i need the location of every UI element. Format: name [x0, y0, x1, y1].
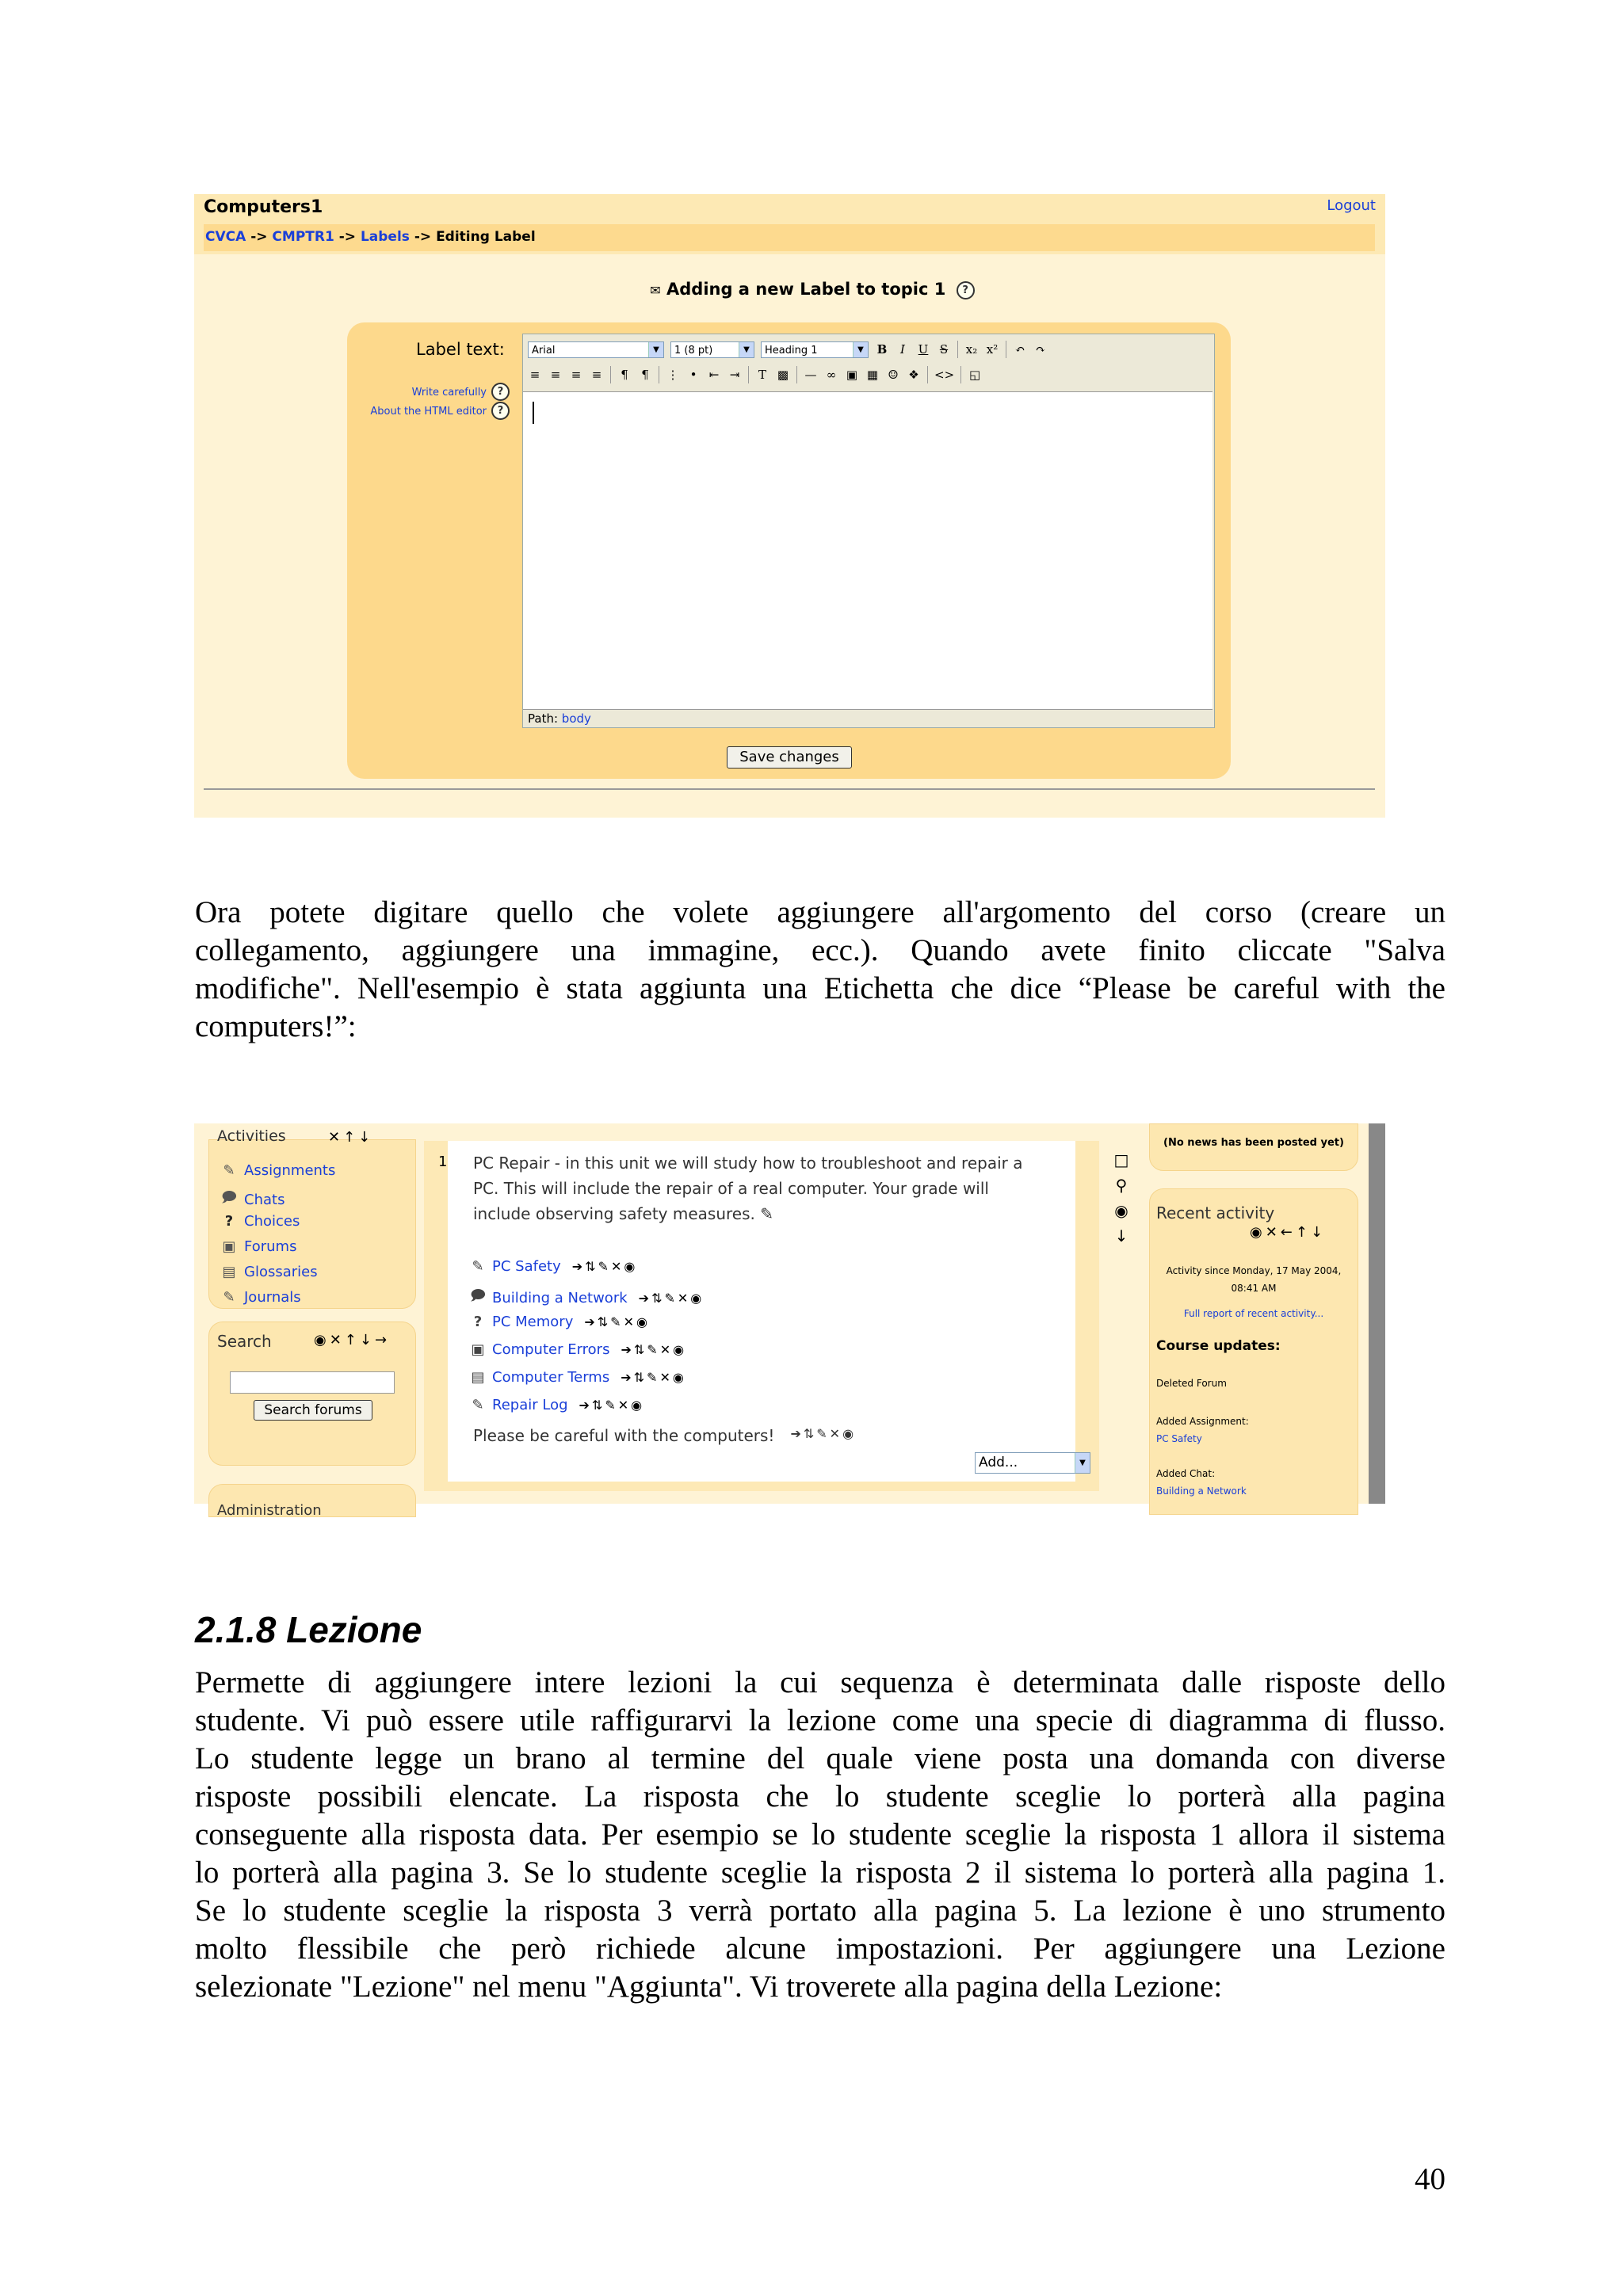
- recent-activity-block: [1149, 1188, 1358, 1515]
- search-block: [208, 1322, 416, 1466]
- resource-pc-safety[interactable]: ✎ PC Safety ➔⇅✎✕◉: [470, 1258, 637, 1275]
- ordered-list-icon[interactable]: ⋮: [666, 368, 679, 382]
- resource-actions[interactable]: ➔⇅✎✕◉: [638, 1290, 705, 1306]
- insert-file-icon[interactable]: ❖: [908, 368, 919, 382]
- resource-actions[interactable]: ➔⇅✎✕◉: [621, 1342, 687, 1357]
- link-icon[interactable]: ∞: [826, 368, 837, 382]
- editor-toolbar-row-2: [523, 363, 982, 387]
- block-controls[interactable]: ✕↑↓: [328, 1129, 374, 1146]
- indent-icon[interactable]: ⇥: [729, 368, 740, 382]
- text-caret: [533, 402, 534, 424]
- italic-icon[interactable]: I: [900, 342, 905, 357]
- resource-actions[interactable]: ➔⇅✎✕◉: [571, 1259, 638, 1274]
- align-left-icon[interactable]: ≡: [529, 368, 540, 382]
- breadcrumb-labels[interactable]: Labels: [360, 229, 410, 245]
- help-icon[interactable]: ?: [491, 383, 510, 401]
- resource-actions[interactable]: ➔⇅✎✕◉: [584, 1314, 650, 1329]
- paragraph-lesson: Permette di aggiungere intere lezioni la cui sequenza è determinata dalle risposte dello studente. Vi può essere utile raffigurarvi la lezione come una specie di diagramma di flusso. Lo studente legge un brano al termine del quale viene posta una domanda con diverse risposte possibili elencate. La risposta che lo studente sceglie lo porterà alla pagina conseguente alla risposta data. Per esempio se lo studente sceglie la risposta 1 allora il sistema lo porterà alla pagina 3. Se lo studente sceglie la risposta 2 il sistema lo porterà alla pagina 1. Se lo studente sceglie la risposta 3 verrà portato alla pagina 5. La lezione è uno strumento molto flessibile che però richiede alcune impostazioni. Per aggiungere una Lezione selezionate "Lezione" nel menu "Aggiunta". Vi troverete alla pagina della Lezione:: [195, 1665, 1445, 2004]
- update-added-chat: Added Chat: Building a Network: [1156, 1465, 1247, 1500]
- resource-actions[interactable]: ➔⇅✎✕◉: [579, 1398, 645, 1413]
- chat-icon: 🗩: [221, 1189, 237, 1206]
- assignment-icon: ✎: [223, 1162, 235, 1179]
- help-icon[interactable]: ?: [491, 402, 510, 420]
- path-body-link[interactable]: body: [561, 711, 591, 726]
- administration-block: [208, 1484, 416, 1517]
- editor-toolbar-row-1: [523, 338, 1048, 361]
- label-text-caption: Label text:: [416, 340, 505, 359]
- search-header: Search: [217, 1332, 272, 1351]
- move-down-icon[interactable]: ↓: [1114, 1226, 1128, 1245]
- html-editor-link[interactable]: About the HTML editor: [370, 406, 487, 418]
- save-changes-button[interactable]: Save changes: [727, 746, 852, 769]
- activity-forums[interactable]: ▣ Forums: [220, 1238, 296, 1255]
- redo-icon[interactable]: ↷: [1035, 342, 1046, 357]
- editing-label-screenshot: [194, 194, 1385, 818]
- activities-header: Activities: [217, 1127, 286, 1145]
- journal-icon: ✎: [472, 1397, 484, 1413]
- unordered-list-icon[interactable]: •: [689, 368, 697, 382]
- update-link-pc-safety[interactable]: PC Safety: [1156, 1433, 1202, 1444]
- forum-icon: ▣: [471, 1341, 485, 1358]
- show-hide-icon[interactable]: ◉: [1114, 1201, 1128, 1220]
- resource-icon: ✎: [472, 1258, 484, 1275]
- size-select[interactable]: 1 (8 pt) ▼: [670, 341, 754, 358]
- toolbar-separator: [796, 366, 797, 383]
- activity-choices[interactable]: ? Choices: [220, 1213, 300, 1230]
- align-right-icon[interactable]: ≡: [571, 368, 582, 382]
- smiley-icon[interactable]: ☺: [888, 368, 899, 382]
- scrollbar[interactable]: [1369, 1123, 1385, 1504]
- toolbar-separator: [748, 366, 749, 383]
- label-actions[interactable]: ➔⇅✎✕◉: [790, 1426, 857, 1441]
- resource-pc-memory[interactable]: ? PC Memory ➔⇅✎✕◉: [470, 1314, 650, 1330]
- activity-since: Activity since Monday, 17 May 2004, 08:41 AM: [1166, 1265, 1342, 1294]
- breadcrumb-cvca[interactable]: CVCA: [205, 229, 246, 245]
- course-updates-header: Course updates:: [1156, 1338, 1281, 1354]
- horizontal-rule-icon[interactable]: —: [804, 368, 817, 382]
- site-name: Computers1: [204, 197, 323, 217]
- font-select[interactable]: Arial ▼: [528, 341, 664, 358]
- add-activity-select[interactable]: Add... ▼: [975, 1452, 1090, 1474]
- forum-icon: ▣: [222, 1238, 236, 1255]
- breadcrumb-cmptr1[interactable]: CMPTR1: [272, 229, 334, 245]
- block-controls[interactable]: ◉✕↑↓→: [314, 1332, 391, 1348]
- bold-icon[interactable]: B: [876, 342, 888, 357]
- undo-icon[interactable]: ↶: [1014, 342, 1025, 357]
- full-report-link[interactable]: Full report of recent activity...: [1183, 1308, 1324, 1319]
- news-text: (No news has been posted yet): [1163, 1137, 1344, 1149]
- format-select[interactable]: Heading 1 ▼: [761, 341, 869, 358]
- toolbar-separator: [610, 366, 611, 383]
- align-center-icon[interactable]: ≡: [550, 368, 561, 382]
- chat-icon: 🗩: [470, 1287, 486, 1304]
- justify-icon[interactable]: ≡: [591, 368, 602, 382]
- activity-glossaries[interactable]: ▤ Glossaries: [220, 1264, 318, 1280]
- breadcrumb-current: Editing Label: [436, 229, 536, 245]
- activity-assignments[interactable]: ✎ Assignments: [220, 1162, 335, 1179]
- ltr-icon[interactable]: ¶: [621, 368, 628, 382]
- section-title: 2.1.8 Lezione: [195, 1609, 422, 1650]
- glossary-icon: ▤: [222, 1264, 236, 1280]
- image-icon[interactable]: ▣: [846, 368, 858, 382]
- glossary-icon: ▤: [471, 1369, 485, 1386]
- html-source-icon[interactable]: <>: [934, 368, 955, 382]
- fullscreen-icon[interactable]: ◱: [969, 368, 981, 382]
- paragraph-intro: Ora potete digitare quello che volete aggiungere all'argomento del corso (creare un collegamento, aggiungere una immagine, ecc.). Quando avete finito cliccate "Salva modifiche". Nell'esempio è stata aggiunta una Etichetta che dice “Please be careful with the computers!”:: [195, 895, 1445, 1043]
- underline-icon[interactable]: U: [918, 342, 929, 357]
- html-editor: [522, 334, 1215, 728]
- update-deleted-forum: Deleted Forum: [1156, 1378, 1227, 1389]
- activity-journals[interactable]: ✎ Journals: [220, 1289, 301, 1306]
- resource-computer-terms[interactable]: ▤ Computer Terms ➔⇅✎✕◉: [471, 1369, 686, 1386]
- html-editor-hint: [356, 402, 510, 420]
- resource-building-a-network[interactable]: 🗩 Building a Network ➔⇅✎✕◉: [470, 1286, 704, 1310]
- search-input[interactable]: [230, 1371, 395, 1394]
- activity-chats[interactable]: 🗩 Chats: [220, 1188, 285, 1211]
- block-controls[interactable]: ◉✕←↑↓: [1250, 1224, 1327, 1241]
- news-block: [1149, 1123, 1358, 1171]
- logout-link[interactable]: Logout: [1327, 197, 1376, 214]
- update-link-building-a-network[interactable]: Building a Network: [1156, 1486, 1247, 1497]
- outdent-icon[interactable]: ⇤: [708, 368, 720, 382]
- resource-repair-log[interactable]: ✎ Repair Log ➔⇅✎✕◉: [470, 1397, 644, 1413]
- text-color-icon[interactable]: T: [758, 368, 766, 382]
- subscript-icon[interactable]: x₂: [965, 342, 978, 357]
- resource-computer-errors[interactable]: ▣ Computer Errors ➔⇅✎✕◉: [471, 1341, 687, 1358]
- choice-icon: ?: [224, 1213, 234, 1230]
- strikethrough-icon[interactable]: S: [939, 342, 949, 357]
- editor-path: Path: body: [528, 711, 591, 726]
- table-icon[interactable]: ▦: [866, 368, 879, 382]
- label-please-be-careful: Please be careful with the computers! ➔⇅✎✕◉: [473, 1426, 857, 1445]
- highlight-icon[interactable]: ⚲: [1115, 1176, 1128, 1195]
- breadcrumb: CVCA -> CMPTR1 -> Labels -> Editing Label: [205, 229, 536, 245]
- background-color-icon[interactable]: ▩: [777, 368, 789, 382]
- write-carefully-hint: [388, 383, 510, 401]
- administration-header: Administration: [217, 1502, 322, 1519]
- superscript-icon[interactable]: x²: [986, 342, 999, 357]
- toolbar-separator: [957, 341, 958, 358]
- label-text-area[interactable]: [523, 391, 1212, 710]
- rtl-icon[interactable]: ¶: [641, 368, 649, 382]
- topic-number: 1: [438, 1154, 448, 1170]
- activities-block: [208, 1127, 416, 1309]
- toolbar-separator: [960, 366, 961, 383]
- topic-summary: PC Repair - in this unit we will study how to troubleshoot and repair a PC. This will include the repair of a real computer. Your grade will include observing safety measures. ✎: [473, 1154, 1023, 1223]
- page-number: 40: [1415, 2162, 1445, 2196]
- edit-icon[interactable]: ✎: [760, 1204, 774, 1223]
- write-carefully-link[interactable]: Write carefully: [411, 387, 487, 399]
- choice-icon: ?: [473, 1314, 483, 1330]
- resource-actions[interactable]: ➔⇅✎✕◉: [621, 1370, 686, 1385]
- divider: [204, 788, 1375, 790]
- course-page-screenshot: [194, 1123, 1385, 1519]
- collapse-icon[interactable]: □: [1113, 1150, 1129, 1169]
- recent-activity-header: Recent activity: [1156, 1203, 1275, 1222]
- search-forums-button[interactable]: Search forums: [254, 1400, 372, 1421]
- label-icon: ✉: [650, 283, 661, 298]
- page-heading: ✉ Adding a new Label to topic 1 ?: [630, 280, 995, 299]
- help-icon[interactable]: ?: [957, 281, 975, 299]
- journal-icon: ✎: [223, 1289, 235, 1306]
- update-added-assignment: Added Assignment: PC Safety: [1156, 1413, 1249, 1447]
- toolbar-separator: [927, 366, 928, 383]
- section-controls: [1109, 1147, 1133, 1249]
